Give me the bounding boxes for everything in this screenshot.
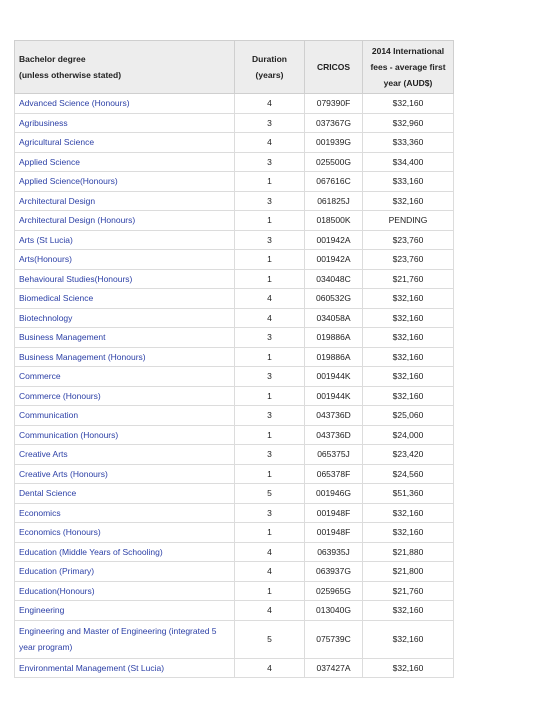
fee-cell: $24,560	[363, 464, 454, 484]
duration-cell: 3	[235, 406, 305, 426]
degree-link[interactable]: Education (Middle Years of Schooling)	[15, 542, 235, 562]
degree-link[interactable]: Arts (St Lucia)	[15, 230, 235, 250]
table-row	[15, 562, 454, 582]
table-row	[15, 601, 454, 621]
duration-cell: 4	[235, 562, 305, 582]
table-row	[15, 328, 454, 348]
table-row	[15, 464, 454, 484]
fee-cell: $23,760	[363, 230, 454, 250]
table-row	[15, 230, 454, 250]
degree-link[interactable]: Architectural Design (Honours)	[15, 211, 235, 231]
degree-link[interactable]: Commerce	[15, 367, 235, 387]
fee-cell: $21,800	[363, 562, 454, 582]
cricos-cell: 061825J	[305, 191, 363, 211]
degree-link[interactable]: Applied Science	[15, 152, 235, 172]
fee-cell: $33,360	[363, 133, 454, 153]
cricos-cell: 065378F	[305, 464, 363, 484]
cricos-cell: 001946G	[305, 484, 363, 504]
header-degree-line2: (unless otherwise stated)	[19, 70, 122, 80]
table-row	[15, 406, 454, 426]
table-row	[15, 289, 454, 309]
cricos-cell: 034048C	[305, 269, 363, 289]
cricos-cell: 001948F	[305, 523, 363, 543]
fee-cell: $32,160	[363, 601, 454, 621]
header-degree-line1: Bachelor degree	[19, 54, 86, 64]
degree-link[interactable]: Dental Science	[15, 484, 235, 504]
duration-cell: 3	[235, 191, 305, 211]
duration-cell: 3	[235, 152, 305, 172]
table-row	[15, 191, 454, 211]
table-row	[15, 425, 454, 445]
table-row	[15, 445, 454, 465]
table-row	[15, 152, 454, 172]
cricos-cell: 079390F	[305, 94, 363, 114]
header-fee-line3: year (AUD$)	[383, 78, 433, 88]
fee-cell: $32,160	[363, 191, 454, 211]
table-row	[15, 113, 454, 133]
cricos-cell: 001944K	[305, 367, 363, 387]
cricos-cell: 018500K	[305, 211, 363, 231]
duration-cell: 1	[235, 250, 305, 270]
cricos-cell: 043736D	[305, 406, 363, 426]
fees-table-header	[15, 41, 454, 94]
table-row	[15, 581, 454, 601]
fee-cell: $25,060	[363, 406, 454, 426]
fee-cell: $32,160	[363, 367, 454, 387]
degree-link[interactable]: Economics (Honours)	[15, 523, 235, 543]
fees-table	[14, 40, 454, 678]
cricos-cell: 001942A	[305, 250, 363, 270]
cricos-cell: 043736D	[305, 425, 363, 445]
table-row	[15, 211, 454, 231]
table-row	[15, 620, 454, 658]
fee-cell: $21,760	[363, 269, 454, 289]
cricos-cell: 001944K	[305, 386, 363, 406]
fee-cell: PENDING	[363, 211, 454, 231]
degree-link[interactable]: Behavioural Studies(Honours)	[15, 269, 235, 289]
fee-cell: $23,420	[363, 445, 454, 465]
header-row	[15, 41, 454, 94]
fee-cell: $32,160	[363, 289, 454, 309]
duration-cell: 4	[235, 601, 305, 621]
table-row	[15, 503, 454, 523]
cricos-cell: 034058A	[305, 308, 363, 328]
degree-link[interactable]: Economics	[15, 503, 235, 523]
fee-cell: $24,000	[363, 425, 454, 445]
duration-cell: 4	[235, 94, 305, 114]
degree-link[interactable]: Advanced Science (Honours)	[15, 94, 235, 114]
duration-cell: 4	[235, 133, 305, 153]
degree-link[interactable]: Communication	[15, 406, 235, 426]
fee-cell: $32,160	[363, 620, 454, 658]
cricos-cell: 063935J	[305, 542, 363, 562]
degree-link[interactable]: Agricultural Science	[15, 133, 235, 153]
degree-link[interactable]: Creative Arts (Honours)	[15, 464, 235, 484]
cricos-cell: 001939G	[305, 133, 363, 153]
degree-link[interactable]: Arts(Honours)	[15, 250, 235, 270]
degree-link[interactable]: Engineering and Master of Engineering (integrated 5 year program)	[15, 620, 235, 658]
duration-cell: 4	[235, 308, 305, 328]
cricos-cell: 019886A	[305, 347, 363, 367]
duration-cell: 1	[235, 211, 305, 231]
table-row	[15, 484, 454, 504]
duration-cell: 1	[235, 269, 305, 289]
table-row	[15, 269, 454, 289]
fee-cell: $32,160	[363, 523, 454, 543]
duration-cell: 3	[235, 367, 305, 387]
fees-table-container	[14, 40, 453, 678]
header-fee-line2: fees - average first	[370, 62, 446, 72]
duration-cell: 1	[235, 172, 305, 192]
table-row	[15, 542, 454, 562]
table-row	[15, 347, 454, 367]
fee-cell: $32,160	[363, 658, 454, 678]
fee-cell: $32,160	[363, 386, 454, 406]
table-row	[15, 308, 454, 328]
table-row	[15, 172, 454, 192]
duration-cell: 1	[235, 464, 305, 484]
table-row	[15, 658, 454, 678]
duration-cell: 3	[235, 445, 305, 465]
degree-link[interactable]: Education(Honours)	[15, 581, 235, 601]
duration-cell: 3	[235, 113, 305, 133]
duration-cell: 3	[235, 328, 305, 348]
header-fee	[363, 41, 454, 94]
degree-link[interactable]: Biotechnology	[15, 308, 235, 328]
fee-cell: $51,360	[363, 484, 454, 504]
fees-table-body	[15, 94, 454, 678]
degree-link[interactable]: Biomedical Science	[15, 289, 235, 309]
duration-cell: 1	[235, 523, 305, 543]
fee-cell: $32,160	[363, 94, 454, 114]
fee-cell: $33,160	[363, 172, 454, 192]
table-row	[15, 250, 454, 270]
duration-cell: 1	[235, 347, 305, 367]
header-duration-line2: (years)	[255, 70, 284, 80]
degree-link[interactable]: Architectural Design	[15, 191, 235, 211]
header-duration	[235, 41, 305, 94]
fee-cell: $32,960	[363, 113, 454, 133]
duration-cell: 4	[235, 542, 305, 562]
cricos-cell: 075739C	[305, 620, 363, 658]
degree-link[interactable]: Business Management	[15, 328, 235, 348]
cricos-cell: 019886A	[305, 328, 363, 348]
duration-cell: 3	[235, 230, 305, 250]
fee-cell: $32,160	[363, 308, 454, 328]
fee-cell: $32,160	[363, 503, 454, 523]
fee-cell: $32,160	[363, 347, 454, 367]
degree-link[interactable]: Business Management (Honours)	[15, 347, 235, 367]
duration-cell: 1	[235, 425, 305, 445]
degree-link[interactable]: Environmental Management (St Lucia)	[15, 658, 235, 678]
duration-cell: 4	[235, 289, 305, 309]
degree-link[interactable]: Applied Science(Honours)	[15, 172, 235, 192]
table-row	[15, 133, 454, 153]
table-row	[15, 523, 454, 543]
fee-cell: $21,760	[363, 581, 454, 601]
header-duration-line1: Duration	[252, 54, 287, 64]
duration-cell: 1	[235, 386, 305, 406]
degree-link[interactable]: Creative Arts	[15, 445, 235, 465]
duration-cell: 4	[235, 658, 305, 678]
cricos-cell: 060532G	[305, 289, 363, 309]
duration-cell: 1	[235, 581, 305, 601]
degree-link[interactable]: Commerce (Honours)	[15, 386, 235, 406]
cricos-cell: 065375J	[305, 445, 363, 465]
cricos-cell: 063937G	[305, 562, 363, 582]
fee-cell: $23,760	[363, 250, 454, 270]
cricos-cell: 001948F	[305, 503, 363, 523]
cricos-cell: 037367G	[305, 113, 363, 133]
header-cricos: CRICOS	[305, 41, 363, 94]
degree-link[interactable]: Education (Primary)	[15, 562, 235, 582]
table-row	[15, 386, 454, 406]
fee-cell: $34,400	[363, 152, 454, 172]
cricos-cell: 037427A	[305, 658, 363, 678]
duration-cell: 5	[235, 484, 305, 504]
header-fee-line1: 2014 International	[371, 46, 445, 56]
degree-link[interactable]: Communication (Honours)	[15, 425, 235, 445]
header-degree	[15, 41, 235, 94]
cricos-cell: 013040G	[305, 601, 363, 621]
table-row	[15, 94, 454, 114]
duration-cell: 3	[235, 503, 305, 523]
fee-cell: $32,160	[363, 328, 454, 348]
fee-cell: $21,880	[363, 542, 454, 562]
degree-link[interactable]: Engineering	[15, 601, 235, 621]
duration-cell: 5	[235, 620, 305, 658]
degree-link[interactable]: Agribusiness	[15, 113, 235, 133]
cricos-cell: 025965G	[305, 581, 363, 601]
table-row	[15, 367, 454, 387]
cricos-cell: 025500G	[305, 152, 363, 172]
cricos-cell: 001942A	[305, 230, 363, 250]
cricos-cell: 067616C	[305, 172, 363, 192]
